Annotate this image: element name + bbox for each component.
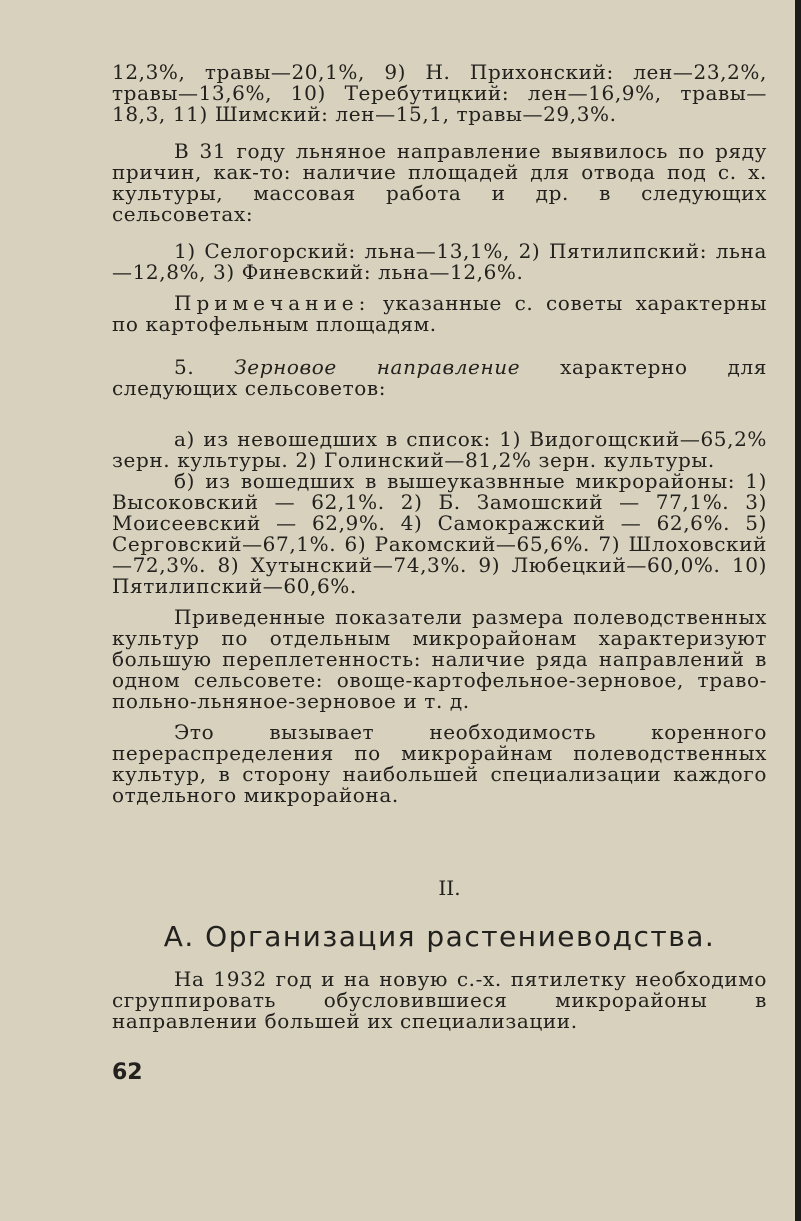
paragraph-note [112,293,767,335]
note-text: указанные с. советы характерны по картофельным площадям. [112,291,767,336]
paragraph-flax-intro: В 31 году льняное направление выявилось по ряду причин, как-то: наличие площадей для отвода под с. х. культуры, массовая работа и др. в следующих сельсоветах: [112,139,767,226]
paragraph-1932: На 1932 год и на новую с.-х. пятилетку необходимо сгруппировать обусловившиеся микрорайоны в направлении большей их специализации. [112,967,767,1033]
note-label: Примечание: [174,291,371,315]
section-heading: А. Организация растениеводства. [163,920,716,953]
paragraph-need: Это вызывает необходимость коренного перераспределения по микрорайнам полеводственных культур, в сторону наибольшей специализации каждого отдельного микрорайона. [112,720,767,807]
paragraph-list-a: а) из невошедших в список: 1) Видогощский—65,2% зерн. культуры. 2) Голинский—81,2% зерн. культуры. [112,427,767,472]
page-number: 62 [112,1060,143,1085]
grain-title: Зерновое направление [234,355,521,379]
grain-number: 5. [174,355,235,379]
book-edge [795,0,801,1221]
paragraph-flax-list: 1) Селогорский: льна—13,1%, 2) Пятилипский: льна—12,8%, 3) Финевский: льна—12,6%. [112,239,767,284]
paragraph-grain-intro [112,357,767,399]
paragraph-continuation: 12,3%, травы—20,1%, 9) Н. Прихонский: лен—23,2%, травы—13,6%, 10) Теребутицкий: лен—16,9%, травы—18,3, 11) Шимский: лен—15,1, травы—29,3%. [112,60,767,126]
paragraph-summary: Приведенные показатели размера полеводственных культур по отдельным микрорайонам характеризуют большую переплетенность: наличие ряда направлений в одном сельсовете: овоще-картофельное-зерновое, траво-польно-льняное-зерновое и т. д. [112,605,767,713]
grain-rest: характерно для следующих сельсоветов: [112,355,767,400]
section-number: II. [438,876,461,900]
paragraph-list-b: б) из вошедших в вышеуказвнные микрорайоны: 1) Высоковский — 62,1%. 2) Б. Замошский — 77,1%. 3) Моисеевский — 62,9%. 4) Самокражский — 62,6%. 5) Серговский—67,1%. 6) Ракомский—65,6%. 7) Шлоховский—72,3%. 8) Хутынский—74,3%. 9) Любецкий—60,0%. 10) Пятилипский—60,6%. [112,469,767,598]
